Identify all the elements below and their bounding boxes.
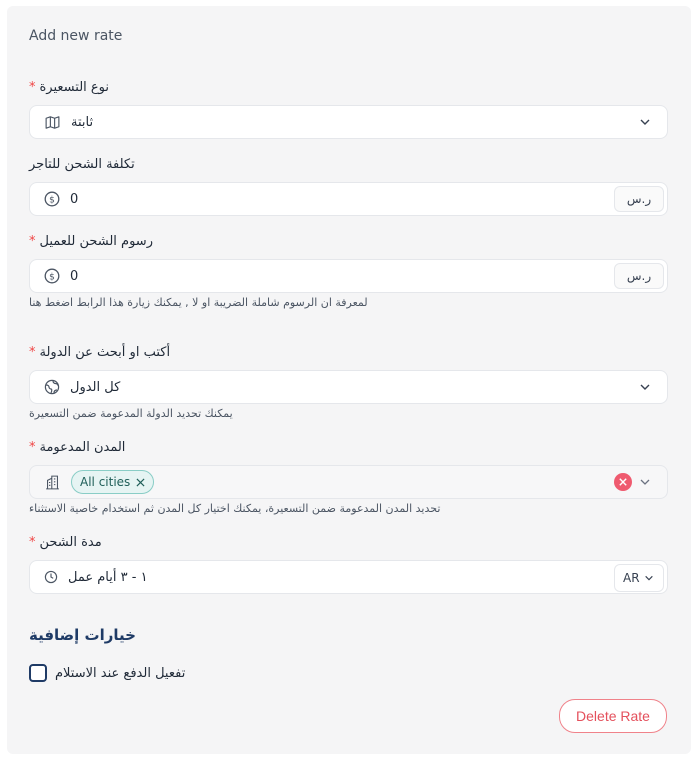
extra-options-heading: خيارات إضافية [29, 626, 136, 644]
cities-hint: تحديد المدن المدعومة ضمن التسعيرة، يمكنك اختيار كل المدن ثم استخدام خاصية الاستثناء [29, 502, 441, 515]
buildings-icon [44, 474, 61, 491]
chevron-down-icon [644, 573, 654, 583]
country-label: أكتب او أبحث عن الدولة * [29, 345, 171, 360]
rate-type-value: ثابتة [71, 114, 94, 130]
customer-fee-label: رسوم الشحن للعميل * [29, 234, 153, 249]
all-cities-chip [71, 470, 154, 494]
delete-rate-button[interactable]: Delete Rate [559, 699, 667, 733]
panel-title: Add new rate [29, 28, 123, 44]
chevron-down-icon[interactable] [639, 476, 651, 488]
customer-fee-input[interactable] [29, 259, 668, 293]
required-mark: * [29, 535, 36, 550]
close-icon[interactable] [136, 478, 145, 487]
coin-icon [44, 191, 60, 207]
language-value: AR [623, 571, 640, 585]
chip-label: All cities [80, 475, 131, 489]
cities-multiselect[interactable] [29, 465, 668, 499]
language-select[interactable] [614, 564, 664, 592]
svg-text:$: $ [49, 272, 55, 283]
required-mark: * [29, 80, 36, 95]
duration-value: ١ - ٣ أيام عمل [68, 569, 148, 585]
merchant-cost-input[interactable] [29, 182, 668, 216]
svg-text:$: $ [49, 195, 55, 206]
rate-type-label: نوع التسعيرة * [29, 80, 109, 95]
customer-fee-value: 0 [70, 268, 79, 284]
duration-input[interactable] [29, 560, 668, 594]
country-value: كل الدول [70, 379, 121, 395]
add-rate-panel [7, 6, 691, 754]
chevron-down-icon[interactable] [639, 381, 651, 393]
clock-icon [44, 570, 58, 584]
duration-label: مدة الشحن * [29, 535, 102, 550]
clear-selection-button[interactable] [614, 473, 632, 491]
required-mark: * [29, 440, 36, 455]
required-mark: * [29, 234, 36, 249]
currency-suffix: ر.س [614, 186, 664, 212]
rate-type-select[interactable] [29, 105, 668, 139]
required-mark: * [29, 345, 36, 360]
globe-icon [44, 379, 60, 395]
currency-suffix: ر.س [614, 263, 664, 289]
cod-checkbox[interactable] [29, 664, 47, 682]
coin-icon [44, 268, 60, 284]
cod-option[interactable] [29, 664, 185, 682]
merchant-cost-value: 0 [70, 191, 79, 207]
cod-label: تفعيل الدفع عند الاستلام [55, 665, 186, 681]
country-select[interactable] [29, 370, 668, 404]
country-hint: يمكنك تحديد الدولة المدعومة ضمن التسعيرة [29, 407, 233, 420]
map-icon [44, 114, 61, 131]
merchant-cost-label: تكلفة الشحن للتاجر [29, 157, 135, 172]
chevron-down-icon[interactable] [639, 116, 651, 128]
close-icon [619, 478, 627, 486]
cities-label: المدن المدعومة * [29, 440, 126, 455]
tax-info-link[interactable]: لمعرفة ان الرسوم شاملة الضريبة او لا , يمكنك زيارة هذا الرابط اضغط هنا [29, 296, 368, 309]
